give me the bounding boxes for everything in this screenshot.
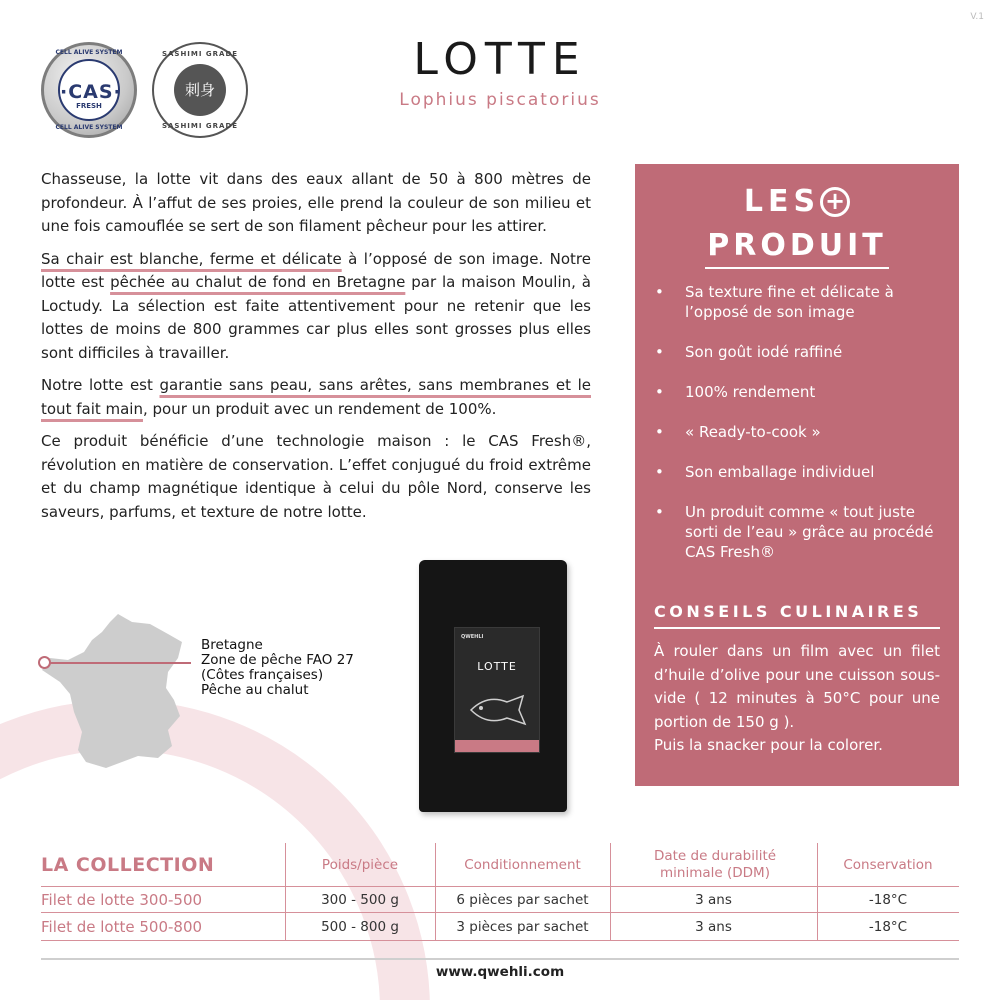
description bbox=[41, 168, 591, 533]
table-header-conditionnement: Conditionnement bbox=[464, 857, 581, 873]
origin-coast: (Côtes françaises) bbox=[201, 667, 324, 683]
cas-fresh-text: FRESH bbox=[76, 102, 102, 110]
table-row-2-cond: 3 pièces par sachet bbox=[456, 919, 589, 935]
footer-divider bbox=[41, 958, 959, 960]
table-row-1-cond: 6 pièces par sachet bbox=[456, 892, 589, 908]
conseils-heading: CONSEILS CULINAIRES bbox=[654, 602, 940, 629]
benefits-panel bbox=[635, 164, 959, 786]
conseils-text bbox=[654, 640, 940, 758]
page-title: LOTTE bbox=[413, 34, 587, 85]
cas-logo-text: ·CAS· bbox=[60, 81, 122, 103]
description-paragraph-3 bbox=[41, 374, 591, 421]
origin-marker-icon bbox=[38, 656, 51, 669]
text-segment: Notre lotte est bbox=[41, 376, 160, 394]
footer-url-link[interactable]: www.qwehli.com bbox=[435, 964, 565, 980]
france-shape bbox=[42, 614, 182, 768]
text-segment: , pour un produit avec un rendement de 100%. bbox=[142, 399, 497, 418]
fish-illustration-icon bbox=[467, 690, 529, 730]
list-item: • Sa texture fine et délicate à l’opposé de son image bbox=[655, 282, 945, 322]
table-row-2-name: Filet de lotte 500-800 bbox=[41, 918, 203, 936]
list-item: • 100% rendement bbox=[655, 382, 945, 402]
page-subtitle: Lophius piscatorius bbox=[399, 90, 601, 110]
text-segment: à l’opposé de son image. Notre lotte est bbox=[41, 249, 591, 291]
list-item: • « Ready-to-cook » bbox=[655, 422, 945, 442]
list-item: • Un produit comme « tout juste sorti de l’eau » grâce au procédé CAS Fresh® bbox=[655, 502, 945, 562]
les-text: LES bbox=[743, 184, 821, 219]
origin-region: Bretagne bbox=[201, 637, 263, 653]
sashimi-top-arc: SASHIMI GRADE bbox=[161, 50, 239, 58]
table-rule bbox=[41, 886, 959, 887]
highlight-garantie: garantie sans peau, sans arêtes, sans membranes et le tout fait main bbox=[41, 376, 591, 418]
table-row-1-name: Filet de lotte 300-500 bbox=[41, 891, 203, 909]
list-item: • Son emballage individuel bbox=[655, 462, 945, 482]
france-map bbox=[40, 612, 190, 770]
highlight-peche: pêchée au chalut de fond en Bretagne bbox=[110, 273, 406, 291]
table-row-1-poids: 300 - 500 g bbox=[321, 892, 399, 908]
package-name: LOTTE bbox=[477, 660, 517, 673]
table-row-2-poids: 500 - 800 g bbox=[321, 919, 399, 935]
plus-circle-icon: + bbox=[820, 187, 850, 217]
sashimi-grade-badge bbox=[152, 42, 248, 138]
panel-les-heading bbox=[635, 184, 959, 219]
table-header-conservation: Conservation bbox=[843, 857, 933, 873]
table-row-1-ddm: 3 ans bbox=[695, 892, 732, 908]
table-row-2-cons: -18°C bbox=[868, 919, 908, 935]
version-label: V.1 bbox=[970, 12, 984, 22]
sashimi-bottom-arc: SASHIMI GRADE bbox=[161, 122, 239, 130]
benefits-list bbox=[655, 282, 945, 582]
cas-fresh-badge bbox=[41, 42, 137, 138]
origin-zone: Zone de pêche FAO 27 bbox=[201, 652, 354, 668]
origin-method: Pêche au chalut bbox=[201, 682, 309, 698]
cas-badge-inner bbox=[58, 59, 120, 121]
description-paragraph-4: Ce produit bénéficie d’une technologie maison : le CAS Fresh®, révolution en matière de conservation. L’effet conjugué du froid extrême et du champ magnétique identique à celui du pôle Nord, conserve les saveurs, parfums, et texture de notre lotte. bbox=[41, 432, 591, 521]
highlight-chair: Sa chair est blanche, ferme et délicate bbox=[41, 249, 342, 268]
table-header-ddm: Date de durabilité minimale (DDM) bbox=[653, 848, 777, 881]
table-header-poids: Poids/pièce bbox=[321, 857, 399, 873]
sashimi-glyph: 刺身 bbox=[174, 64, 226, 116]
origin-info bbox=[201, 638, 354, 698]
description-paragraph-1: Chasseuse, la lotte vit dans des eaux allant de 50 à 800 mètres de profondeur. À l’affut de ses proies, elle prend la couleur de son milieu et une fois camouflée se sert de son filament pêcheur pour les attirer. bbox=[41, 170, 591, 235]
list-item: • Son goût iodé raffiné bbox=[655, 342, 945, 362]
conseils-line-2: Puis la snacker pour la colorer. bbox=[654, 736, 883, 754]
cas-bottom-arc: CELL ALIVE SYSTEM bbox=[55, 124, 123, 131]
package-label bbox=[454, 627, 540, 753]
table-row-2-ddm: 3 ans bbox=[695, 919, 732, 935]
package-stripe bbox=[455, 740, 539, 752]
product-package-image bbox=[419, 560, 567, 812]
table-row-1-cons: -18°C bbox=[868, 892, 908, 908]
table-rule bbox=[41, 912, 959, 913]
origin-pointer-line bbox=[46, 662, 191, 664]
panel-produit-heading: PRODUIT bbox=[705, 228, 889, 269]
package-brand: QWEHLI bbox=[461, 634, 484, 640]
description-paragraph-2 bbox=[41, 248, 591, 366]
text-segment: par la maison Moulin, à Loctudy. La sélection est faite attentivement pour ne retenir que les lottes de moins de 800 grammes car plus elles sont grosses plus elles sont difficiles à travailler. bbox=[41, 273, 591, 362]
collection-title: LA COLLECTION bbox=[41, 854, 215, 876]
table-rule bbox=[41, 940, 959, 941]
cas-top-arc: CELL ALIVE SYSTEM bbox=[55, 49, 123, 56]
conseils-line-1: À rouler dans un film avec un filet d’huile d’olive pour une cuisson sous-vide ( 12 minutes à 50°C pour une portion de 150 g ). bbox=[654, 642, 940, 731]
